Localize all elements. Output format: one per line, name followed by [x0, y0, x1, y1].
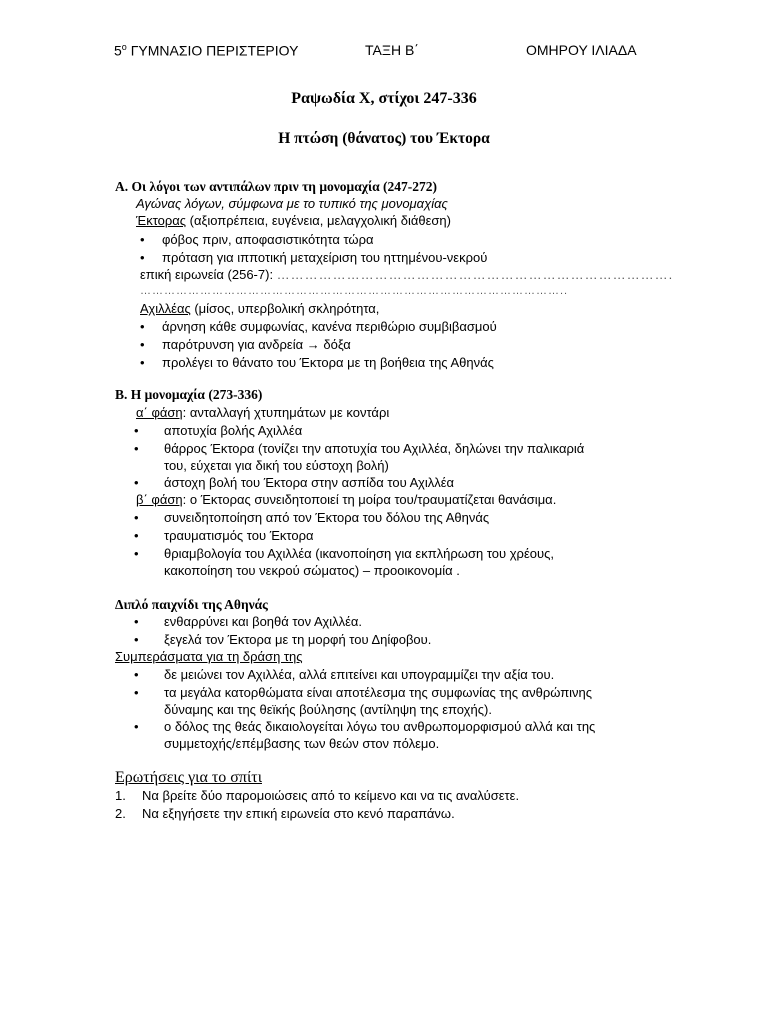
hector-name: Έκτορας	[136, 213, 187, 228]
section-a-intro: Αγώνας λόγων, σύμφωνα με το τυπικό της μονομαχίας	[136, 196, 448, 211]
irony-line: επική ειρωνεία (256-7): ………………………………………………………………………….	[140, 267, 674, 282]
athena-heading: Διπλό παιχνίδι της Αθηνάς	[115, 597, 268, 612]
section-a-heading: Α. Οι λόγοι των αντιπάλων πριν τη μονομαχία (247-272)	[115, 179, 438, 194]
page-subtitle: Η πτώση (θάνατος) του Έκτορα	[278, 130, 490, 147]
achilles-name: Αχιλλέας	[140, 301, 191, 316]
hector-line: Έκτορας (αξιοπρέπεια, ευγένεια, μελαγχολική διάθεση)	[136, 213, 451, 228]
header-class: ΤΑΞΗ Β΄	[365, 42, 419, 58]
phase-a-line: α΄ φάση: ανταλλαγή χτυπημάτων με κοντάρι	[136, 405, 390, 420]
list-item: 2. Να εξηγήσετε την επική ειρωνεία στο κενό παραπάνω.	[115, 806, 455, 821]
homework-heading: Ερωτήσεις για το σπίτι	[115, 769, 262, 786]
arrow-right-icon: →	[306, 337, 320, 352]
list-item: 1. Να βρείτε δύο παρομοιώσεις από το κείμενο και να τις αναλύσετε.	[115, 788, 520, 803]
phase-b-line: β΄ φάση: ο Έκτορας συνειδητοποιεί τη μοίρα του/τραυματίζεται θανάσιμα.	[136, 492, 557, 507]
list-item-continuation: δύναμης και της θεϊκής βούλησης (αντίληψη της εποχής).	[164, 702, 492, 717]
achilles-line: Αχιλλέας (μίσος, υπερβολική σκληρότητα,	[140, 301, 380, 316]
list-item-continuation: κακοποίηση του νεκρού σώματος) – προοικονομία .	[164, 563, 460, 578]
header-subject: ΟΜΗΡΟΥ ΙΛΙΑΔΑ	[526, 42, 637, 58]
list-item-continuation: συμμετοχής/επέμβασης των θεών στον πόλεμο.	[164, 736, 440, 751]
section-b-heading: Β. Η μονομαχία (273-336)	[115, 387, 263, 402]
page-title: Ραψωδία Χ, στίχοι 247-336	[291, 90, 477, 107]
irony-blank-line: ……………………………………………………………………………………………..	[140, 285, 569, 297]
list-item-continuation: του, εύχεται για δική του εύστοχη βολή)	[164, 458, 389, 473]
conclusions-heading: Συμπεράσματα για τη δράση της	[115, 649, 303, 664]
header-school: $5^o$ ΓΥΜΝΑΣΙΟ ΠΕΡΙΣΤΕΡΙΟΥ	[114, 42, 299, 59]
